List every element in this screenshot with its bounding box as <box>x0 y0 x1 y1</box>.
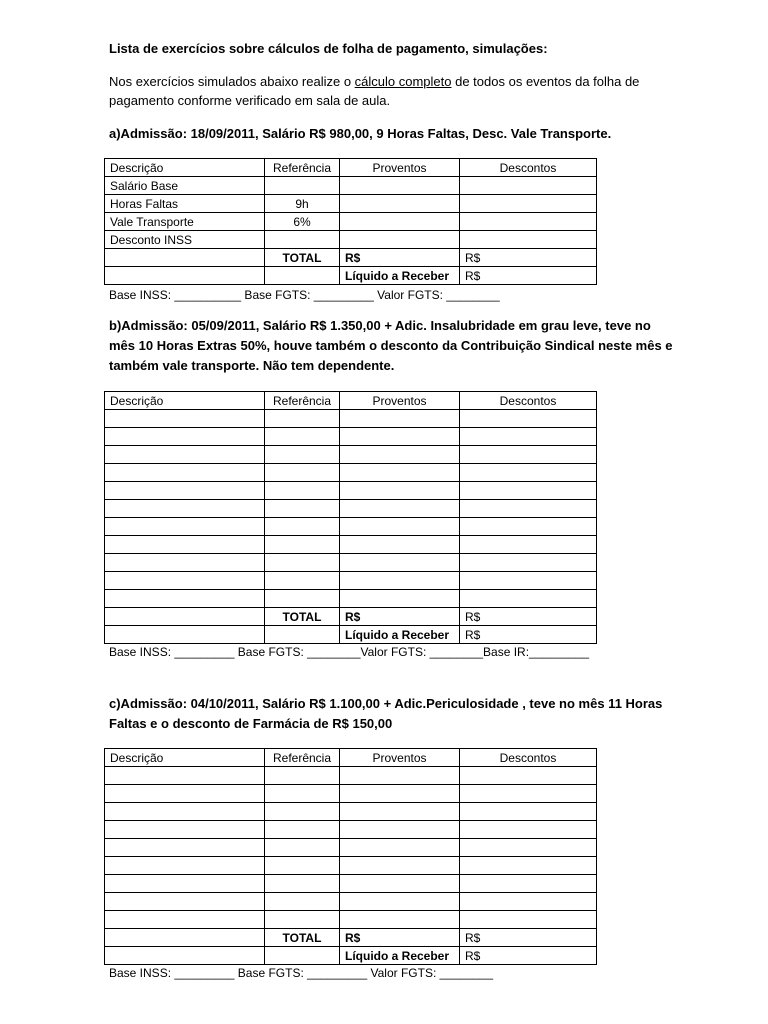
header-referencia: Referência <box>265 159 340 177</box>
exercise-a-table <box>104 158 597 285</box>
total-descontos-currency: R$ <box>460 929 597 947</box>
exercise-a-heading: a)Admissão: 18/09/2011, Salário R$ 980,00, 9 Horas Faltas, Desc. Vale Transporte. <box>109 126 612 141</box>
table-row <box>105 875 597 893</box>
table-row <box>105 839 597 857</box>
total-descontos-currency: R$ <box>460 608 597 626</box>
table-row <box>105 821 597 839</box>
table-row <box>105 911 597 929</box>
liquido-label: Líquido a Receber <box>340 947 460 965</box>
table-row <box>105 500 597 518</box>
exercise-b-table <box>104 391 597 644</box>
liquido-row <box>105 626 597 644</box>
row-proventos <box>340 213 460 231</box>
header-descontos: Descontos <box>460 392 597 410</box>
header-proventos: Proventos <box>340 159 460 177</box>
intro-underlined-text: cálculo completo <box>354 74 452 89</box>
intro-text-part2: de todos os eventos da folha de <box>451 74 640 89</box>
row-descontos <box>460 231 597 249</box>
row-proventos <box>340 195 460 213</box>
document-title: Lista de exercícios sobre cálculos de folha de pagamento, simulações: <box>109 41 548 56</box>
header-referencia: Referência <box>265 749 340 767</box>
total-row <box>105 608 597 626</box>
header-proventos: Proventos <box>340 749 460 767</box>
table-row <box>105 231 597 249</box>
header-descontos: Descontos <box>460 159 597 177</box>
table-row <box>105 464 597 482</box>
table-header-row <box>105 749 597 767</box>
table-row <box>105 554 597 572</box>
table-row <box>105 410 597 428</box>
liquido-row <box>105 267 597 285</box>
table-row <box>105 213 597 231</box>
table-row <box>105 536 597 554</box>
total-label: TOTAL <box>265 929 340 947</box>
exercise-a-footer: Base INSS: __________ Base FGTS: _________ Valor FGTS: ________ <box>109 288 500 302</box>
table-row <box>105 857 597 875</box>
exercise-c-heading-line-1: c)Admissão: 04/10/2011, Salário R$ 1.100,00 + Adic.Periculosidade , teve no mês 11 Horas <box>109 696 663 711</box>
liquido-currency: R$ <box>460 267 597 285</box>
table-row <box>105 803 597 821</box>
intro-line-1 <box>109 72 639 92</box>
total-row <box>105 249 597 267</box>
header-descricao: Descrição <box>105 159 265 177</box>
header-proventos: Proventos <box>340 392 460 410</box>
row-descontos <box>460 195 597 213</box>
total-proventos-currency: R$ <box>340 608 460 626</box>
row-descricao: Vale Transporte <box>105 213 265 231</box>
row-descontos <box>460 213 597 231</box>
total-descontos-currency: R$ <box>460 249 597 267</box>
row-referencia <box>265 177 340 195</box>
exercise-b-footer: Base INSS: _________ Base FGTS: ________Valor FGTS: ________Base IR:_________ <box>109 645 590 659</box>
row-referencia: 6% <box>265 213 340 231</box>
exercise-b-heading-line-1: b)Admissão: 05/09/2011, Salário R$ 1.350,00 + Adic. Insalubridade em grau leve, teve no <box>109 318 651 333</box>
total-proventos-currency: R$ <box>340 249 460 267</box>
row-descricao: Horas Faltas <box>105 195 265 213</box>
total-label: TOTAL <box>265 249 340 267</box>
liquido-label: Líquido a Receber <box>340 626 460 644</box>
table-row <box>105 785 597 803</box>
row-descricao: Desconto INSS <box>105 231 265 249</box>
total-label: TOTAL <box>265 608 340 626</box>
table-row <box>105 428 597 446</box>
table-row <box>105 572 597 590</box>
liquido-row <box>105 947 597 965</box>
table-row <box>105 590 597 608</box>
table-row <box>105 767 597 785</box>
header-descontos: Descontos <box>460 749 597 767</box>
liquido-currency: R$ <box>460 947 597 965</box>
row-referencia <box>265 231 340 249</box>
table-row <box>105 893 597 911</box>
row-proventos <box>340 231 460 249</box>
row-referencia: 9h <box>265 195 340 213</box>
row-proventos <box>340 177 460 195</box>
total-row <box>105 929 597 947</box>
total-proventos-currency: R$ <box>340 929 460 947</box>
liquido-currency: R$ <box>460 626 597 644</box>
table-header-row <box>105 159 597 177</box>
exercise-c-heading-line-2: Faltas e o desconto de Farmácia de R$ 150,00 <box>109 716 393 731</box>
table-row <box>105 177 597 195</box>
exercise-b-heading-line-2: mês 10 Horas Extras 50%, houve também o desconto da Contribuição Sindical neste mês e <box>109 338 673 353</box>
table-row <box>105 446 597 464</box>
header-referencia: Referência <box>265 392 340 410</box>
intro-line-2: pagamento conforme verificado em sala de aula. <box>109 93 391 108</box>
table-row <box>105 195 597 213</box>
table-header-row <box>105 392 597 410</box>
liquido-label: Líquido a Receber <box>340 267 460 285</box>
intro-text-part1: Nos exercícios simulados abaixo realize o <box>109 74 355 89</box>
exercise-c-footer: Base INSS: _________ Base FGTS: _________ Valor FGTS: ________ <box>109 966 494 980</box>
row-descontos <box>460 177 597 195</box>
exercise-c-table <box>104 748 597 965</box>
header-descricao: Descrição <box>105 392 265 410</box>
exercise-b-heading-line-3: também vale transporte. Não tem dependente. <box>109 358 395 373</box>
row-descricao: Salário Base <box>105 177 265 195</box>
header-descricao: Descrição <box>105 749 265 767</box>
table-row <box>105 518 597 536</box>
table-row <box>105 482 597 500</box>
